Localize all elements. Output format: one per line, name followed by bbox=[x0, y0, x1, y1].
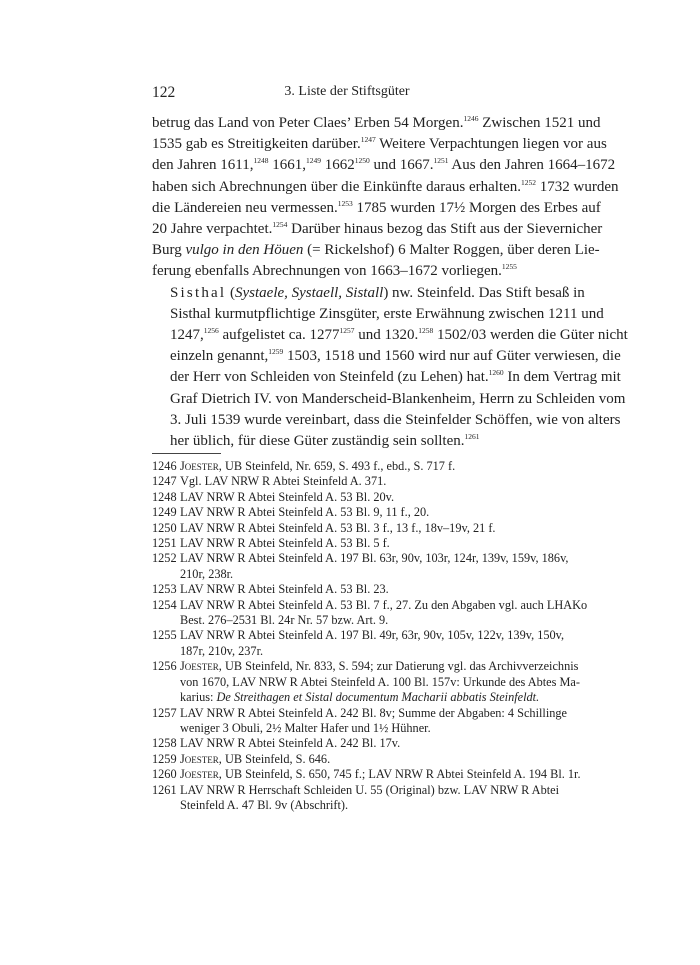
footnote-line: Best. 276–2531 Bl. 24r Nr. 57 bzw. Art. 9. bbox=[180, 613, 389, 628]
text-line: die Ländereien neu vermessen.$^{1253}$ 1785 wurden 17½ Morgen des Erbes auf bbox=[152, 198, 601, 216]
footnote-line: LAV NRW R Abtei Steinfeld A. 197 Bl. 63r, 90v, 103r, 124r, 139v, 159v, 186v, bbox=[180, 551, 569, 566]
footnote-ref[interactable]: 1249 bbox=[306, 156, 321, 166]
text-line: 1535 gab es Streitigkeiten darüber.$^{1247}$ Weitere Verpachtungen liegen vor aus bbox=[152, 135, 607, 153]
footnote-ref[interactable]: 1254 bbox=[272, 220, 288, 230]
footnote-ref[interactable]: 1261 bbox=[464, 432, 480, 442]
footnote-number: 1246 bbox=[152, 459, 177, 473]
text-line: den Jahren 1611,$^{1248}$ 1661,$^{1249}$ $1662^{1250}$ und 1667.$^{1251}$ Aus den Jahren 1664–1672 bbox=[152, 156, 616, 174]
footnote-line: LAV NRW R Abtei Steinfeld A. 197 Bl. 49r, 63r, 90v, 105v, 122v, 139v, 150v, bbox=[180, 628, 565, 643]
italic-title: De Streithagen et Sistal documentum Macharii abbatis Steinfeldt. bbox=[216, 690, 540, 705]
footnote-text bbox=[180, 767, 581, 782]
footnote-text bbox=[180, 582, 542, 597]
text-line: her üblich, für diese Güter zuständig sein sollten.$^{1261}$ bbox=[170, 432, 480, 450]
author-name: Joester bbox=[180, 459, 219, 473]
footnote-line: LAV NRW R Abtei Steinfeld A. 53 Bl. 20v. bbox=[180, 489, 395, 504]
text-line: 1247,$^{1256}$ aufgelistet ca. $1277^{1257}$ und 1320.$^{1258}$ 1502/03 werden die Güter nicht bbox=[170, 326, 628, 344]
footnote-number: 1258 bbox=[152, 736, 177, 751]
footnote-text bbox=[180, 628, 565, 659]
footnote bbox=[152, 521, 542, 536]
running-head: 3. Liste der Stiftsgüter bbox=[284, 84, 410, 99]
footnote-line: karius: De Streithagen et Sistal documentum Macharii abbatis Steinfeldt. bbox=[180, 690, 540, 705]
place-name: Sisthal bbox=[170, 284, 227, 301]
footnote-text bbox=[180, 521, 542, 536]
footnote-line: LAV NRW R Abtei Steinfeld A. 53 Bl. 9, 11 f., 20. bbox=[180, 505, 430, 520]
footnote-ref[interactable]: 1255 bbox=[501, 262, 517, 272]
footnote-text bbox=[180, 459, 542, 474]
footnote-text bbox=[180, 536, 542, 551]
footnote bbox=[152, 474, 542, 489]
footnote bbox=[152, 536, 542, 551]
footnote-ref[interactable]: 1258 bbox=[418, 326, 434, 336]
footnote-line: Steinfeld A. 47 Bl. 9v (Abschrift). bbox=[180, 797, 349, 812]
footnote-ref[interactable]: 1248 bbox=[253, 156, 269, 166]
paragraph-2 bbox=[152, 283, 628, 453]
text-line: Sisthal (Systaele, Systaell, Sistall) nw. Steinfeld. Das Stift besaß in bbox=[170, 284, 585, 301]
footnote-number: 1248 bbox=[152, 489, 177, 504]
footnote bbox=[152, 490, 542, 505]
footnote-number: 1261 bbox=[152, 782, 177, 797]
footnote bbox=[152, 551, 569, 582]
text-line: betrug das Land von Peter Claes’ Erben 54 Morgen.$^{1246}$ Zwischen 1521 und bbox=[152, 114, 601, 131]
text-line: Sisthal kurmutpflichtige Zinsgüter, erste Erwähnung zwischen 1211 und bbox=[170, 305, 604, 322]
footnote-number: 1253 bbox=[152, 582, 177, 597]
footnote-number: 1252 bbox=[152, 551, 177, 566]
text-line: ferung ebenfalls Abrechnungen von 1663–1672 vorliegen.$^{1255}$ bbox=[152, 262, 517, 280]
footnote-line: 210r, 238r. bbox=[180, 566, 234, 581]
footnote-line: LAV NRW R Abtei Steinfeld A. 53 Bl. 5 f. bbox=[180, 536, 390, 551]
footnote-line: Joester, UB Steinfeld, Nr. 659, S. 493 f., ebd., S. 717 f. bbox=[180, 459, 456, 473]
footnote-text bbox=[180, 659, 580, 705]
text-line: einzeln genannt,$^{1259}$ 1503, 1518 und 1560 wird nur auf Güter verwiesen, die bbox=[170, 347, 621, 365]
italic-term: vulgo in den Höuen bbox=[185, 242, 304, 259]
footnote-line: Vgl. LAV NRW R Abtei Steinfeld A. 371. bbox=[180, 474, 387, 489]
footnote-ref[interactable]: 1253 bbox=[337, 198, 353, 208]
footnote-line: Joester, UB Steinfeld, Nr. 833, S. 594; zur Datierung vgl. das Archivverzeichnis bbox=[180, 659, 579, 674]
footnote-ref[interactable]: 1250 bbox=[354, 156, 370, 166]
footnote-number: 1254 bbox=[152, 597, 177, 612]
footnote-text bbox=[180, 490, 542, 505]
footnote-ref[interactable]: 1246 bbox=[463, 114, 479, 123]
footnote-ref[interactable]: 1256 bbox=[203, 326, 219, 336]
italic-term: Systaele, Systaell, Sistall bbox=[235, 284, 384, 301]
footnote-number: 1250 bbox=[152, 520, 177, 535]
footnote-line: Joester, UB Steinfeld, S. 646. bbox=[180, 751, 331, 766]
footnote-number: 1257 bbox=[152, 705, 177, 720]
footnote-number: 1256 bbox=[152, 659, 177, 674]
footnote-number: 1260 bbox=[152, 767, 177, 782]
footnotes bbox=[152, 459, 588, 813]
footnote-line: weniger 3 Obuli, 2½ Malter Hafer und 1½ Hühner. bbox=[180, 720, 431, 735]
footnote bbox=[152, 628, 565, 659]
author-name: Joester bbox=[180, 767, 219, 782]
footnote-ref[interactable]: 1247 bbox=[360, 135, 376, 145]
footnote bbox=[152, 767, 581, 782]
footnote-line: LAV NRW R Abtei Steinfeld A. 242 Bl. 17v. bbox=[180, 736, 401, 751]
author-name: Joester bbox=[180, 659, 219, 674]
footnote-line: von 1670, LAV NRW R Abtei Steinfeld A. 100 Bl. 157v: Urkunde des Abtes Ma- bbox=[180, 674, 580, 689]
footnote-line: LAV NRW R Abtei Steinfeld A. 53 Bl. 23. bbox=[180, 582, 389, 597]
footnote-number: 1247 bbox=[152, 474, 177, 489]
footnote-ref[interactable]: 1257 bbox=[339, 326, 355, 336]
footnote-text bbox=[180, 551, 569, 582]
footnote-line: LAV NRW R Abtei Steinfeld A. 53 Bl. 3 f., 13 f., 18v–19v, 21 f. bbox=[180, 520, 496, 535]
footnote-line: Joester, UB Steinfeld, S. 650, 745 f.; LAV NRW R Abtei Steinfeld A. 194 Bl. 1r. bbox=[180, 767, 581, 782]
text-line: Burg vulgo in den Höuen (= Rickelshof) 6 Malter Roggen, über deren Lie- bbox=[152, 242, 600, 259]
author-name: Joester bbox=[180, 751, 219, 766]
text-line: Graf Dietrich IV. von Manderscheid-Blankenheim, Herrn zu Schleiden vom bbox=[170, 390, 626, 407]
footnote-line: 187r, 210v, 237r. bbox=[180, 643, 264, 658]
footnote-text bbox=[180, 505, 542, 520]
footnote-number: 1255 bbox=[152, 628, 177, 643]
footnote bbox=[152, 752, 542, 767]
footnote-text bbox=[180, 752, 542, 767]
footnote-number: 1259 bbox=[152, 751, 177, 766]
footnote-separator bbox=[152, 453, 221, 454]
footnote-text bbox=[180, 782, 560, 814]
text-line: haben sich Abrechnungen über die Einkünfte daraus erhalten.$^{1252}$ 1732 wurden bbox=[152, 177, 619, 195]
paragraph-1 bbox=[152, 113, 619, 283]
footnote-ref[interactable]: 1252 bbox=[521, 177, 537, 187]
text-line: 20 Jahre verpachtet.$^{1254}$ Darüber hinaus bezog das Stift aus der Sievernicher bbox=[152, 220, 603, 238]
footnote bbox=[152, 736, 542, 751]
footnote-line: LAV NRW R Abtei Steinfeld A. 242 Bl. 8v; Summe der Abgaben: 4 Schillinge bbox=[180, 705, 568, 720]
footnote-line: LAV NRW R Abtei Steinfeld A. 53 Bl. 7 f., 27. Zu den Abgaben vgl. auch LHAKo bbox=[180, 597, 588, 612]
footnote-text bbox=[180, 474, 542, 489]
footnote-line: LAV NRW R Herrschaft Schleiden U. 55 (Original) bzw. LAV NRW R Abtei bbox=[180, 782, 560, 797]
footnote-text bbox=[180, 597, 588, 629]
footnote bbox=[152, 705, 568, 737]
page-header bbox=[152, 84, 542, 104]
footnote-number: 1251 bbox=[152, 536, 177, 551]
footnote bbox=[152, 505, 542, 520]
text-line: der Herr von Schleiden von Steinfeld (zu Lehen) hat.$^{1260}$ In dem Vertrag mit bbox=[170, 368, 621, 386]
footnote-ref[interactable]: 1260 bbox=[488, 368, 504, 378]
text-line: 3. Juli 1539 wurde vereinbart, dass die Steinfelder Schöffen, wie von alters bbox=[170, 411, 621, 428]
main-text bbox=[152, 113, 628, 452]
footnote-ref[interactable]: 1251 bbox=[433, 156, 449, 166]
footnote-number: 1249 bbox=[152, 505, 177, 520]
footnote bbox=[152, 597, 588, 629]
footnote bbox=[152, 459, 542, 474]
footnote bbox=[152, 582, 542, 597]
footnote bbox=[152, 659, 580, 705]
page-number: 122 bbox=[152, 84, 176, 101]
footnote-text bbox=[180, 736, 542, 751]
footnote bbox=[152, 782, 560, 814]
footnote-ref[interactable]: 1259 bbox=[268, 347, 284, 357]
footnote-text bbox=[180, 705, 568, 737]
